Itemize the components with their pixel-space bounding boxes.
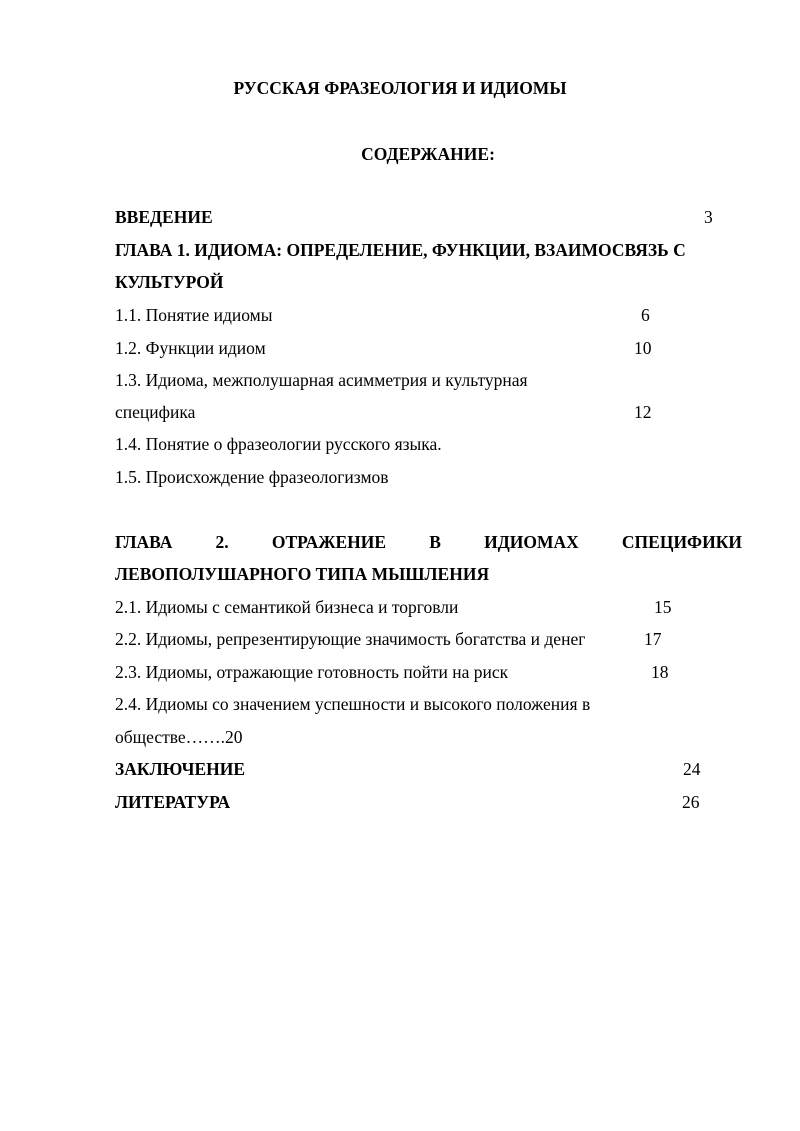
toc-section-2-4-line1: 2.4. Идиомы со значением успешности и высокого положения в xyxy=(115,694,591,714)
toc-section-2-3-page: 18 xyxy=(651,662,669,682)
chapter2-word: СПЕЦИФИКИ xyxy=(621,532,742,552)
toc-section-2-1: 2.1. Идиомы с семантикой бизнеса и торговли xyxy=(115,597,459,617)
chapter2-heading-line1 xyxy=(115,531,742,553)
toc-section-2-4-line2: обществе…….20 xyxy=(115,727,243,747)
toc-section-1-1-page: 6 xyxy=(641,305,650,325)
toc-literature-label: ЛИТЕРАТУРА xyxy=(115,792,231,812)
toc-section-1-1: 1.1. Понятие идиомы xyxy=(115,305,273,325)
toc-section-1-3-page: 12 xyxy=(634,402,652,422)
toc-literature-page: 26 xyxy=(682,792,700,812)
toc-conclusion-page: 24 xyxy=(683,759,701,779)
toc-section-2-2-page: 17 xyxy=(644,629,662,649)
chapter2-heading-line2: ЛЕВОПОЛУШАРНОГО ТИПА МЫШЛЕНИЯ xyxy=(115,564,490,584)
toc-section-2-1-page: 15 xyxy=(654,597,672,617)
chapter1-heading-line2: КУЛЬТУРОЙ xyxy=(115,272,224,292)
chapter2-word: ОТРАЖЕНИЕ xyxy=(271,532,387,552)
toc-section-1-3-line1: 1.3. Идиома, межполушарная асимметрия и культурная xyxy=(115,370,528,390)
contents-heading: СОДЕРЖАНИЕ: xyxy=(361,144,495,164)
chapter2-word: 2. xyxy=(215,532,229,552)
chapter2-word: В xyxy=(429,532,441,552)
toc-section-2-2: 2.2. Идиомы, репрезентирующие значимость богатства и денег xyxy=(115,629,586,649)
document-title: РУССКАЯ ФРАЗЕОЛОГИЯ И ИДИОМЫ xyxy=(233,78,567,98)
chapter2-word: ГЛАВА xyxy=(115,532,173,552)
toc-section-1-3-line2: специфика xyxy=(115,402,196,422)
toc-intro-page: 3 xyxy=(704,207,713,227)
toc-section-1-5: 1.5. Происхождение фразеологизмов xyxy=(115,467,389,487)
toc-conclusion-label: ЗАКЛЮЧЕНИЕ xyxy=(115,759,246,779)
toc-section-1-2: 1.2. Функции идиом xyxy=(115,338,266,358)
toc-intro-label: ВВЕДЕНИЕ xyxy=(115,207,213,227)
toc-section-1-2-page: 10 xyxy=(634,338,652,358)
toc-section-1-4: 1.4. Понятие о фразеологии русского языка. xyxy=(115,434,442,454)
toc-section-2-3: 2.3. Идиомы, отражающие готовность пойти на риск xyxy=(115,662,509,682)
chapter1-heading-line1: ГЛАВА 1. ИДИОМА: ОПРЕДЕЛЕНИЕ, ФУНКЦИИ, ВЗАИМОСВЯЗЬ С xyxy=(115,240,686,260)
chapter2-word: ИДИОМАХ xyxy=(484,532,579,552)
